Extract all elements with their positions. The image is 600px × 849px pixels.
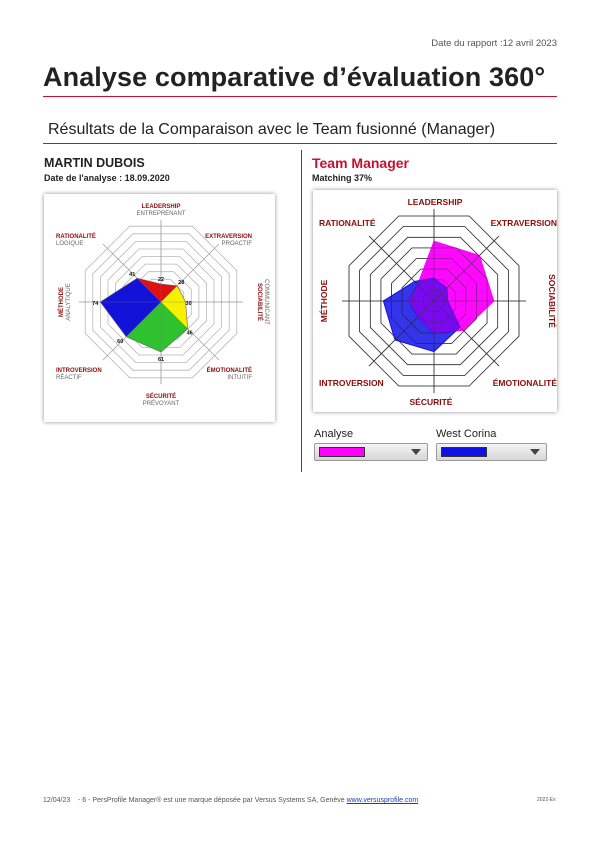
axis-label-methode: MÉTHODE (319, 279, 329, 323)
west-corina-color-dropdown[interactable] (436, 443, 547, 461)
footer-text: - 6 - PersProfile Manager® est une marque déposée par Versus Systems SA, Genève (78, 797, 345, 804)
radar-value-label: 28 (178, 279, 185, 286)
analysis-date: Date de l'analyse : 18.09.2020 (44, 173, 170, 183)
axis-sublabel-communicant: COMMUNICANT (263, 279, 269, 325)
axis-label-securite: SÉCURITÉ (409, 397, 453, 407)
chevron-down-icon[interactable] (411, 449, 421, 455)
axis-sublabel-entreprenant: ENTREPRENANT (136, 211, 186, 217)
analyse-color-swatch (319, 447, 365, 457)
page-title: Analyse comparative d’évaluation 360° (43, 62, 546, 92)
radar-value-label: 41 (129, 272, 136, 279)
footer-code: 2022-Ex (537, 797, 556, 803)
axis-sublabel-intuitif: INTUITIF (227, 375, 252, 381)
axis-label-leadership: LEADERSHIP (407, 197, 463, 207)
right-radar-chart (313, 190, 557, 412)
matching-score: Matching 37% (312, 173, 373, 183)
axis-label-sociabilite: SOCIABILITÉ (256, 282, 262, 322)
team-title: Team Manager (312, 155, 409, 171)
axis-label-methode: MÉTHODE (59, 287, 65, 317)
footer-date: 12/04/23 (43, 797, 71, 804)
axis-label-extraversion: EXTRAVERSION (490, 218, 557, 228)
report-date: Date du rapport :12 avril 2023 (431, 38, 557, 49)
axis-label-sociabilite: SOCIABILITÉ (547, 274, 557, 328)
axis-sublabel-logique: LOGIQUE (56, 241, 84, 247)
radar-value-label: 60 (117, 338, 124, 345)
left-radar-svg (44, 194, 275, 422)
radar-value-label: 30 (185, 301, 192, 307)
axis-sublabel-analytique: ANALYTIQUE (66, 283, 72, 321)
axis-label-emotionalite: ÉMOTIONALITÉ (492, 378, 557, 388)
axis-label-introversion: INTROVERSION (56, 368, 102, 374)
dropdown-label-west-corina: West Corina (436, 428, 497, 440)
axis-label-extraversion: EXTRAVERSION (205, 234, 252, 240)
section-subtitle: Résultats de la Comparaison avec le Team fusionné (Manager) (48, 121, 496, 138)
chevron-down-icon[interactable] (530, 449, 540, 455)
axis-label-introversion: INTROVERSION (319, 378, 384, 388)
left-radar-chart (44, 194, 275, 422)
radar-value-label: 74 (92, 301, 99, 307)
analyse-color-dropdown[interactable] (314, 443, 428, 461)
radar-value-label: 46 (186, 330, 193, 337)
right-radar-svg (313, 190, 557, 412)
title-divider (43, 96, 557, 97)
axis-sublabel-prevoyant: PRÉVOYANT (142, 401, 180, 407)
footer (43, 797, 418, 804)
axis-label-rationalite: RATIONALITÉ (319, 218, 376, 228)
axis-label-securite: SÉCURITÉ (145, 394, 177, 400)
axis-label-emotionalite: ÉMOTIONALITÉ (206, 368, 252, 374)
radar-value-label: 61 (157, 357, 165, 364)
axis-sublabel-reactif: RÉACTIF (56, 375, 82, 381)
dropdown-label-analyse: Analyse (314, 428, 354, 440)
column-divider (301, 150, 302, 472)
subtitle-divider (43, 143, 557, 144)
footer-link[interactable]: www.versusprofile.com (346, 797, 419, 804)
axis-label-rationalite: RATIONALITÉ (56, 234, 96, 240)
radar-axis-overlay (161, 244, 219, 302)
west-corina-color-swatch (441, 447, 487, 457)
person-name: MARTIN DUBOIS (44, 156, 145, 170)
radar-value-label: 22 (157, 276, 165, 283)
axis-label-leadership: LEADERSHIP (141, 204, 181, 210)
axis-sublabel-proactif: PROACTIF (221, 241, 252, 247)
